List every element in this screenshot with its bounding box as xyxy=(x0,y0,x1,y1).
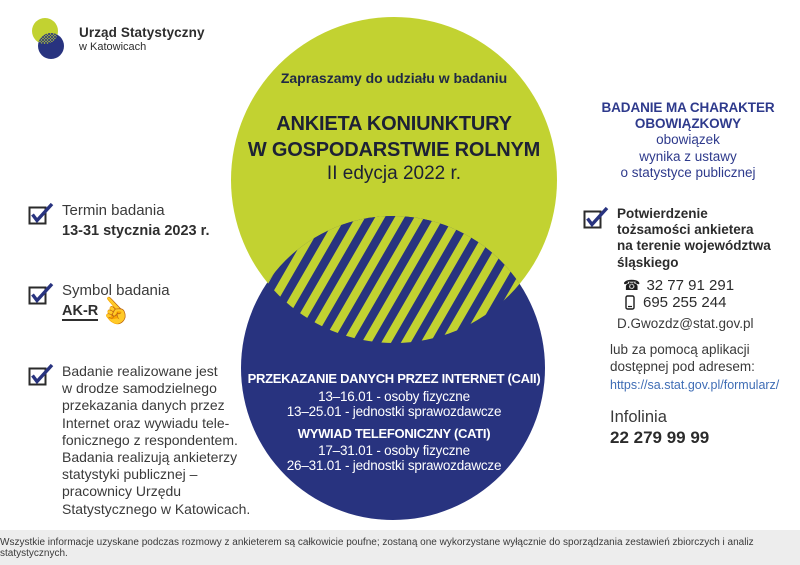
internet-dates-units: 13–25.01 - jednostki sprawozdawcze xyxy=(286,404,502,419)
app-url-link[interactable]: https://sa.stat.gov.pl/formularz/ xyxy=(610,378,780,392)
survey-title xyxy=(224,111,564,163)
verify-text: Potwierdzenie tożsamości ankietera na terenie województwa śląskiego xyxy=(617,206,771,270)
verify-item xyxy=(583,206,771,331)
infoline-label: Infolinia xyxy=(610,408,667,426)
survey-title-line2: W GOSPODARSTWIE ROLNYM xyxy=(247,139,541,161)
survey-edition: II edycja 2022 r. xyxy=(326,163,462,184)
invitation-text: Zapraszamy do udziału w badaniu xyxy=(280,70,508,86)
term-value: 13-31 stycznia 2023 r. xyxy=(62,223,210,239)
contact-email: D.Gwozdz@stat.gov.pl xyxy=(617,315,754,331)
infoline-number: 22 279 99 99 xyxy=(610,428,710,447)
us-katowice-logo xyxy=(28,16,205,62)
phone-dates-individuals: 17–31.01 - osoby fizyczne xyxy=(318,443,470,458)
symbol-label: Symbol badania xyxy=(62,282,170,299)
mobile-phone-icon xyxy=(625,295,635,310)
logo-org-name: Urząd Statystyczny xyxy=(79,25,205,40)
landline-number: 32 77 91 291 xyxy=(646,276,735,294)
mobile-row xyxy=(623,294,771,311)
footer-bar xyxy=(0,530,800,565)
mobile-number: 695 255 244 xyxy=(643,293,727,311)
term-item xyxy=(28,202,210,239)
mandatory-heading-line2: OBOWIĄZKOWY xyxy=(634,116,742,132)
checkbox-checked-icon xyxy=(28,363,54,387)
mandatory-note-line1: obowiązek xyxy=(656,132,720,148)
method-description: Badanie realizowane jest w drodze samodzielnego przekazania danych przez Internet oraz wywiadu tele- fonicznego z respondentem. Badania realizują ankieterzy statystyki publicznej – pracownicy Urzędu Statystycznego w Katowicach. xyxy=(62,363,251,517)
mandatory-heading-line1: BADANIE MA CHARAKTER xyxy=(601,100,775,115)
internet-method-heading: PRZEKAZANIE DANYCH PRZEZ INTERNET (CAII) xyxy=(247,371,541,386)
method-item xyxy=(28,363,250,518)
app-note-line1: lub za pomocą aplikacji xyxy=(610,342,750,357)
checkbox-checked-icon xyxy=(28,282,54,306)
checkbox-checked-icon xyxy=(583,206,609,230)
survey-title-line1: ANKIETA KONIUNKTURY xyxy=(276,113,512,135)
app-note-line2: dostępnej pod adresem: xyxy=(610,358,755,374)
landline-row xyxy=(623,277,771,294)
logo-org-city: w Katowicach xyxy=(79,41,147,53)
internet-dates-individuals: 13–16.01 - osoby fizyczne xyxy=(318,389,470,404)
hand-cursor-icon: ☝ xyxy=(91,289,136,334)
mandatory-notice xyxy=(583,100,793,181)
checkbox-checked-icon xyxy=(28,202,54,226)
mandatory-note-line3: o statystyce publicznej xyxy=(620,164,756,180)
app-note xyxy=(610,342,779,394)
phone-method-heading: WYWIAD TELEFONICZNY (CATI) xyxy=(297,426,491,441)
phone-icon: ☎ xyxy=(623,276,641,293)
mandatory-note-line2: wynika z ustawy xyxy=(639,148,737,164)
logo-circles-icon xyxy=(28,16,72,62)
phone-dates-units: 26–31.01 - jednostki sprawozdawcze xyxy=(286,458,502,473)
symbol-value: AK-R xyxy=(62,303,99,319)
confidentiality-disclaimer: Wszystkie informacje uzyskane podczas rozmowy z ankieterem są całkowicie poufne; zostaną one wykorzystane wyłącznie do sporządzania zestawień zbiorczych i analiz statystycznych. xyxy=(0,536,754,559)
term-label: Termin badania xyxy=(62,202,165,219)
